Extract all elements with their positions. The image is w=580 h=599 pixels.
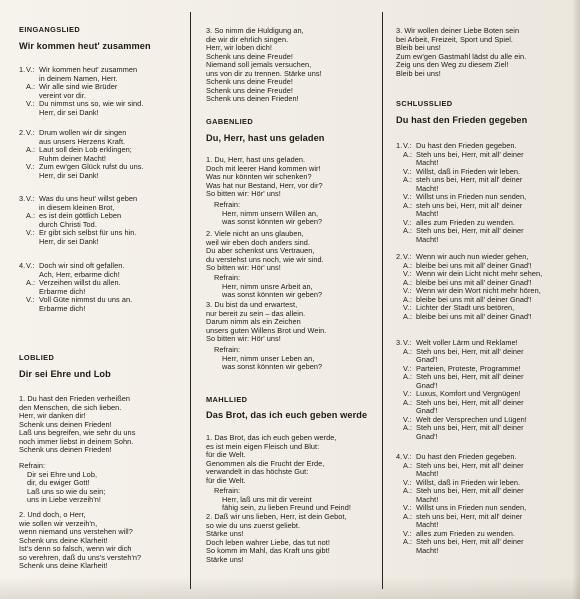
speaker-marker: V.: bbox=[26, 228, 35, 238]
stanza-block bbox=[19, 262, 179, 313]
lyric-text: Ruhm deiner Macht! bbox=[39, 153, 107, 163]
page-bottom-shadow bbox=[0, 577, 580, 599]
lyric-text: Willst uns in Frieden nun senden, bbox=[416, 192, 527, 202]
lyric-text: in deinem Namen, Herr. bbox=[39, 73, 118, 83]
verse-block bbox=[19, 511, 179, 571]
lyric-text: vereint vor dir. bbox=[39, 90, 86, 100]
lyric-line bbox=[396, 236, 566, 245]
column-divider bbox=[190, 12, 191, 589]
verse-block bbox=[206, 301, 376, 344]
lyric-line: wie sollen wir verzeih'n, bbox=[19, 518, 98, 528]
speaker-marker: A.: bbox=[403, 277, 413, 287]
refrain-block bbox=[206, 201, 376, 227]
speaker-marker: A.: bbox=[403, 149, 413, 159]
speaker-marker: V.: bbox=[26, 128, 35, 137]
stanza-block bbox=[396, 142, 566, 245]
lyric-text: Steh uns bei, Herr, mit all' deiner bbox=[416, 346, 524, 356]
speaker-marker: A.: bbox=[26, 278, 36, 288]
speaker-marker: A.: bbox=[403, 175, 413, 185]
lyric-text: es ist dein göttlich Leben bbox=[39, 211, 122, 221]
lyric-line: uns in Liebe verzeih'n! bbox=[27, 495, 101, 505]
section-label-gabenlied: GABENLIED bbox=[206, 117, 254, 126]
lyric-text: Steh uns bei, Herr, mit all' deiner bbox=[416, 397, 524, 407]
speaker-marker: V.: bbox=[403, 477, 412, 487]
speaker-marker: V.: bbox=[403, 192, 412, 202]
lyric-text: Wir alle sind wie Brüder bbox=[39, 82, 118, 92]
lyric-text: Macht! bbox=[416, 209, 439, 219]
lyric-line: 2. Und doch, o Herr, bbox=[19, 510, 86, 519]
refrain-block bbox=[206, 274, 376, 300]
lyric-text: Steh uns bei, Herr, mit all' deiner bbox=[416, 537, 524, 547]
speaker-marker: V.: bbox=[403, 303, 412, 313]
lyric-line: unsers guten Willens Brot und Wein. bbox=[206, 325, 327, 335]
lyric-text: Steh uns bei, Herr, mit all' deiner bbox=[416, 149, 524, 159]
speaker-marker: V.: bbox=[26, 194, 35, 203]
lyric-text: steh uns bei, Herr, mit all' deiner bbox=[416, 200, 523, 210]
lyric-line: so verehren, daß du uns's versteh'n? bbox=[19, 552, 142, 562]
speaker-marker: V.: bbox=[403, 338, 412, 347]
lyric-text: Steh uns bei, Herr, mit all' deiner bbox=[416, 372, 524, 382]
lyric-text: Wenn wir dein Licht nicht mehr sehen, bbox=[416, 269, 543, 279]
lyric-text: Gnad'! bbox=[416, 380, 438, 390]
lyric-text: Gnad'! bbox=[416, 406, 438, 416]
speaker-marker: A.: bbox=[403, 372, 413, 382]
lyric-text: Welt voller Lärm und Reklame! bbox=[416, 338, 518, 347]
lyric-line: Doch mit leerer Hand kommen wir! bbox=[206, 163, 321, 173]
section-title-mahllied: Das Brot, das ich euch geben werde bbox=[206, 410, 368, 420]
lyric-text: durch Christi Tod. bbox=[39, 219, 97, 229]
lyric-text: Du hast den Frieden gegeben. bbox=[416, 141, 517, 150]
speaker-marker: A.: bbox=[403, 311, 413, 321]
lyric-line: Du aber schenkst uns Vertrauen, bbox=[206, 246, 315, 256]
lyric-text: Voll Güte nimmst du uns an. bbox=[39, 295, 133, 305]
lyric-line: was sonst könnten wir geben? bbox=[222, 362, 323, 372]
lyric-text: Herr, dir sei Dank! bbox=[39, 236, 99, 246]
section-title-eingangslied: Wir kommen heut' zusammen bbox=[19, 41, 151, 51]
lyric-line: Niemand soll jemals versuchen, bbox=[206, 60, 312, 70]
stanza-block bbox=[19, 129, 179, 180]
lyric-line bbox=[396, 313, 566, 322]
stanza-number: 2. bbox=[396, 252, 403, 261]
lyric-text: Erbarme dich! bbox=[39, 303, 86, 313]
lyric-line: Doch leben wahrer Liebe, das tut not! bbox=[206, 537, 330, 547]
lyric-line: wenn niemand uns verstehen will? bbox=[19, 527, 133, 537]
lyric-line: du verstehst uns noch, wie wir sind. bbox=[206, 254, 324, 264]
speaker-marker: A.: bbox=[403, 346, 413, 356]
lyric-line bbox=[396, 547, 566, 556]
lyric-line: 1. Du hast den Frieden verheißen bbox=[19, 394, 131, 403]
lyric-line: 3. Wir wollen deiner Liebe Boten sein bbox=[396, 26, 520, 35]
lyric-line: Schenk uns deinen Frieden! bbox=[19, 445, 112, 455]
lyric-line: Bleib bei uns! bbox=[396, 68, 441, 78]
lyric-text: alles zum Frieden zu wenden. bbox=[416, 528, 515, 538]
verse-block bbox=[206, 230, 376, 273]
lyric-text: Gnad'! bbox=[416, 355, 438, 365]
speaker-marker: V.: bbox=[26, 295, 35, 305]
lyric-text: Er gibt sich selbst für uns hin. bbox=[39, 228, 137, 238]
stanza-block bbox=[396, 453, 566, 556]
lyric-text: Steh uns bei, Herr, mit all' deiner bbox=[416, 460, 524, 470]
stanza-number: 4. bbox=[19, 261, 26, 270]
section-title-loblied: Dir sei Ehre und Lob bbox=[19, 369, 111, 379]
column-right bbox=[396, 0, 566, 599]
speaker-marker: A.: bbox=[403, 511, 413, 521]
lyric-line bbox=[19, 305, 179, 314]
section-title-schlusslied: Du hast den Frieden gegeben bbox=[396, 115, 528, 125]
lyric-line: fähig sein, zu lieben Freund und Feind! bbox=[222, 503, 351, 513]
speaker-marker: A.: bbox=[26, 82, 36, 92]
lyric-line: Herr, laß uns mit dir vereint bbox=[222, 494, 312, 504]
section-title-gabenlied: Du, Herr, hast uns geladen bbox=[206, 133, 325, 143]
lyric-text: Lichter der Stadt uns betören, bbox=[416, 303, 515, 313]
speaker-marker: A.: bbox=[403, 200, 413, 210]
lyric-line: Stärke uns! bbox=[206, 529, 244, 539]
speaker-marker: V.: bbox=[26, 261, 35, 270]
lyric-text: Was du uns heut' willst geben bbox=[39, 194, 138, 203]
lyric-line: Schenk uns deine Freude! bbox=[206, 85, 293, 95]
speaker-marker: V.: bbox=[26, 65, 35, 74]
lyric-text: Wenn wir dein Wort nicht mehr hören, bbox=[416, 286, 541, 296]
lyric-text: Zum ew'gen Glück rufst du uns. bbox=[39, 162, 144, 172]
lyric-line: noch immer liebst in deinem Sohn. bbox=[19, 436, 134, 446]
lyric-text: Macht! bbox=[416, 520, 439, 530]
lyric-line: Herr, wir danken dir! bbox=[19, 411, 86, 421]
speaker-marker: V.: bbox=[403, 414, 412, 424]
lyric-text: Welt der Versprechen und Lügen! bbox=[416, 414, 527, 424]
lyric-line: Stärke uns! bbox=[206, 554, 244, 564]
speaker-marker: V.: bbox=[403, 389, 412, 399]
section-label-eingangslied: EINGANGSLIED bbox=[19, 25, 81, 34]
lyric-text: Erbarme dich! bbox=[39, 286, 86, 296]
column-left bbox=[19, 0, 179, 599]
lyric-text: Macht! bbox=[416, 158, 439, 168]
stanza-number: 3. bbox=[396, 338, 403, 347]
speaker-marker: A.: bbox=[403, 486, 413, 496]
lyric-line: Dir sei Ehre und Lob, bbox=[27, 469, 98, 479]
lyric-line: So bitten wir: Hör' uns! bbox=[206, 334, 281, 344]
lyric-line: 2. Viele nicht an uns glauben, bbox=[206, 229, 304, 238]
speaker-marker: A.: bbox=[26, 211, 36, 221]
stanza-number: 1. bbox=[19, 65, 26, 74]
speaker-marker: A.: bbox=[403, 294, 413, 304]
speaker-marker: A.: bbox=[403, 397, 413, 407]
lyric-line: Zeig uns den Weg zu diesem Ziel! bbox=[396, 60, 509, 70]
lyric-text: Luxus, Komfort und Vergnügen! bbox=[416, 389, 521, 399]
lyric-text: Parteien, Proteste, Programme! bbox=[416, 363, 521, 373]
lyric-text: bleibe bei uns mit all' deiner Gnad'! bbox=[416, 294, 532, 304]
speaker-marker: V.: bbox=[403, 363, 412, 373]
speaker-marker: V.: bbox=[403, 286, 412, 296]
lyric-line: Herr, nimm unsre Arbeit an, bbox=[222, 281, 313, 291]
lyric-text: Laut soll dein Lob erklingen; bbox=[39, 145, 132, 155]
lyric-line: Schenk uns deine Freude! bbox=[206, 77, 293, 87]
lyric-text: Gnad'! bbox=[416, 432, 438, 442]
lyric-text: Willst, daß in Frieden wir leben. bbox=[416, 166, 521, 176]
lyric-line: Ist's denn so falsch, wenn wir dich bbox=[19, 544, 132, 554]
lyric-line: nur bereit zu sein – das allein. bbox=[206, 308, 306, 318]
verse-block bbox=[206, 513, 376, 564]
lyric-line bbox=[19, 238, 179, 247]
lyric-line: Schenk uns deinen Frieden! bbox=[206, 94, 299, 104]
section-label-schlusslied: SCHLUSSLIED bbox=[396, 99, 453, 108]
lyric-line: Zum ew'gen Gastmahl lädst du alle ein. bbox=[396, 51, 527, 61]
lyric-line: so wie du uns zuerst geliebt. bbox=[206, 520, 301, 530]
lyric-text: Doch wir sind oft gefallen. bbox=[39, 261, 125, 270]
lyric-text: alles zum Frieden zu wenden. bbox=[416, 217, 515, 227]
refrain-label: Refrain: bbox=[214, 486, 241, 495]
lyric-text: steh uns bei, Herr, mit all' deiner bbox=[416, 175, 523, 185]
lyric-line: Herr, wir loben dich! bbox=[206, 43, 272, 53]
section-label-mahllied: MAHLLIED bbox=[206, 395, 248, 404]
verse-block bbox=[206, 27, 376, 104]
lyric-line: Herr, nimm unser Leben an, bbox=[222, 353, 315, 363]
speaker-marker: V.: bbox=[26, 162, 35, 172]
stanza-number: 4. bbox=[396, 452, 403, 461]
verse-block bbox=[396, 27, 566, 78]
speaker-marker: V.: bbox=[403, 503, 412, 513]
lyric-line: 1. Du, Herr, hast uns geladen. bbox=[206, 155, 306, 164]
lyric-line: was sonst könnten wir geben? bbox=[222, 290, 323, 300]
speaker-marker: A.: bbox=[403, 423, 413, 433]
speaker-marker: V.: bbox=[403, 528, 412, 538]
lyric-text: Macht! bbox=[416, 469, 439, 479]
lyric-text: Steh uns bei, Herr, mit all' deiner bbox=[416, 423, 524, 433]
lyric-text: Macht! bbox=[416, 494, 439, 504]
lyric-text: Willst, daß in Frieden wir leben. bbox=[416, 477, 521, 487]
lyric-line: 3. Du bist da und erwartest, bbox=[206, 300, 298, 309]
lyric-text: Macht! bbox=[416, 546, 439, 556]
lyric-line: den Menschen, die sich lieben. bbox=[19, 402, 122, 412]
lyric-text: Steh uns bei, Herr, mit all' deiner bbox=[416, 226, 524, 236]
lyric-text: steh uns bei, Herr, mit all' deiner bbox=[416, 511, 523, 521]
lyric-text: bleibe bei uns mit all' deiner Gnad'! bbox=[416, 260, 532, 270]
lyric-text: Drum wollen wir dir singen bbox=[39, 128, 127, 137]
speaker-marker: V.: bbox=[403, 252, 412, 261]
lyric-line: es ist mein eigen Fleisch und Blut: bbox=[206, 441, 320, 451]
refrain-block bbox=[206, 346, 376, 372]
refrain-block bbox=[19, 462, 179, 505]
speaker-marker: V.: bbox=[403, 166, 412, 176]
lyric-line: Herr, nimm unsern Willen an, bbox=[222, 208, 319, 218]
stanza-block bbox=[396, 253, 566, 321]
lyric-line: So bitten wir: Hör' uns! bbox=[206, 189, 281, 199]
lyric-line bbox=[19, 109, 179, 118]
lyric-text: Willst uns in Frieden nun senden, bbox=[416, 503, 527, 513]
speaker-marker: A.: bbox=[403, 460, 413, 470]
lyric-text: Steh uns bei, Herr, mit all' deiner bbox=[416, 486, 524, 496]
lyric-line: die wir dir ehrlich singen. bbox=[206, 34, 289, 44]
speaker-marker: A.: bbox=[403, 226, 413, 236]
speaker-marker: V.: bbox=[403, 217, 412, 227]
lyric-text: Wenn wir auch nun wieder gehen, bbox=[416, 252, 529, 261]
stanza-number: 2. bbox=[19, 128, 26, 137]
refrain-block bbox=[206, 487, 376, 513]
speaker-marker: V.: bbox=[403, 141, 412, 150]
lyric-line: Schenk uns deine Klarheit! bbox=[19, 535, 108, 545]
stanza-block bbox=[19, 66, 179, 117]
column-middle bbox=[206, 0, 376, 599]
lyric-line: So bitten wir: Hör' uns! bbox=[206, 263, 281, 273]
stanza-block bbox=[19, 195, 179, 246]
refrain-label: Refrain: bbox=[214, 345, 241, 354]
lyric-line: Schenk uns deinen Frieden! bbox=[19, 419, 112, 429]
lyric-text: Wir kommen heut' zusammen bbox=[39, 65, 138, 74]
lyric-line: 2. Daß wir uns lieben, Herr, ist dein Gebot, bbox=[206, 512, 347, 521]
lyric-text: Verzeihen willst du allen. bbox=[39, 278, 121, 288]
lyric-line: Was nur könnten wir schenken? bbox=[206, 172, 312, 182]
lyric-line: Laß uns so wie du sein; bbox=[27, 486, 106, 496]
stanza-block bbox=[396, 339, 566, 442]
lyric-line: Schenk uns deine Klarheit! bbox=[19, 561, 108, 571]
lyric-line: So komm im Mahl, das Kraft uns gibt! bbox=[206, 546, 330, 556]
lyric-line: Laß uns begreifen, wie sehr du uns bbox=[19, 428, 136, 438]
speaker-marker: A.: bbox=[403, 260, 413, 270]
lyric-text: bleibe bei uns mit all' deiner Gnad'! bbox=[416, 277, 532, 287]
lyric-text: Herr, dir sei Dank! bbox=[39, 170, 99, 180]
stanza-number: 1. bbox=[396, 141, 403, 150]
lyric-text: Du hast den Frieden gegeben. bbox=[416, 452, 517, 461]
section-label-loblied: LOBLIED bbox=[19, 353, 55, 362]
page-edge-shadow bbox=[572, 0, 580, 599]
lyric-line: Bleib bei uns! bbox=[396, 43, 441, 53]
speaker-marker: A.: bbox=[26, 145, 36, 155]
lyric-text: Macht! bbox=[416, 183, 439, 193]
lyric-line: 1. Das Brot, das ich euch geben werde, bbox=[206, 433, 337, 442]
lyric-line: Darum nimm als ein Zeichen bbox=[206, 317, 301, 327]
stanza-number: 3. bbox=[19, 194, 26, 203]
refrain-label: Refrain: bbox=[214, 200, 241, 209]
lyric-line bbox=[396, 433, 566, 442]
lyric-text: in diesem kleinen Brot, bbox=[39, 202, 115, 212]
lyric-line: dir, du ewiger Gott! bbox=[27, 478, 90, 488]
refrain-label: Refrain: bbox=[214, 273, 241, 282]
lyric-line: weil wir eben doch anders sind. bbox=[206, 237, 311, 247]
speaker-marker: V.: bbox=[26, 99, 35, 109]
speaker-marker: V.: bbox=[403, 269, 412, 279]
lyric-line: Genommen als die Frucht der Erde, bbox=[206, 458, 325, 468]
lyric-line: bei Arbeit, Freizeit, Sport und Spiel. bbox=[396, 34, 514, 44]
lyric-text: Du nimmst uns so, wie wir sind. bbox=[39, 99, 144, 109]
verse-block bbox=[206, 434, 376, 485]
speaker-marker: V.: bbox=[403, 452, 412, 461]
lyric-line: für die Welt. bbox=[206, 450, 246, 460]
lyric-line: uns von dir zu trennen. Stärke uns! bbox=[206, 68, 322, 78]
lyric-text: aus unsers Herzens Kraft. bbox=[39, 136, 126, 146]
lyric-line: Schenk uns deine Freude! bbox=[206, 51, 293, 61]
verse-block bbox=[19, 395, 179, 455]
refrain-label: Refrain: bbox=[19, 461, 46, 470]
lyric-line: verwandelt in das höchste Gut: bbox=[206, 467, 309, 477]
verse-block bbox=[206, 156, 376, 199]
lyric-line: für die Welt. bbox=[206, 475, 246, 485]
lyric-line: was sonst könnten wir geben? bbox=[222, 217, 323, 227]
lyric-text: Herr, dir sei Dank! bbox=[39, 107, 99, 117]
column-divider bbox=[382, 12, 383, 589]
lyric-line bbox=[19, 172, 179, 181]
lyric-line: 3. So nimm die Huldigung an, bbox=[206, 26, 304, 35]
lyric-line: Was hat nur Bestand, Herr, vor dir? bbox=[206, 180, 323, 190]
lyric-text: Ach, Herr, erbarme dich! bbox=[39, 269, 120, 279]
speaker-marker: A.: bbox=[403, 537, 413, 547]
lyric-text: Macht! bbox=[416, 235, 439, 245]
lyric-text: bleibe bei uns mit all' deiner Gnad'! bbox=[416, 311, 532, 321]
